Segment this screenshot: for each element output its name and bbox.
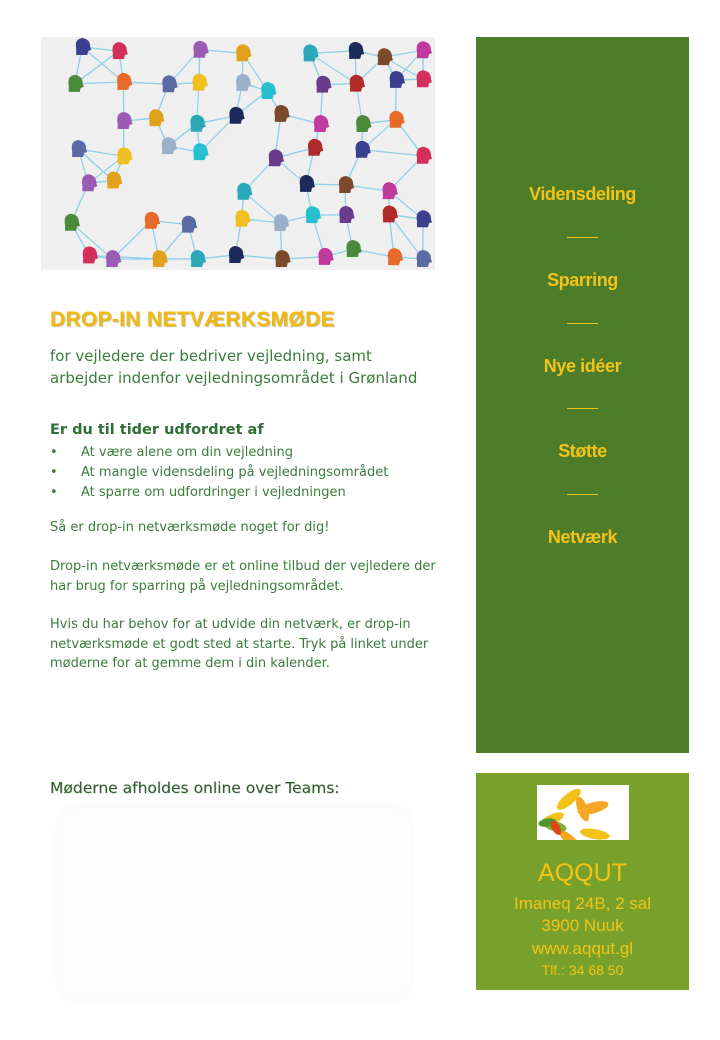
intro-paragraph: Så er drop-in netværksmøde noget for dig!	[50, 520, 330, 535]
person-head-icon	[162, 75, 177, 92]
person-head-icon	[229, 107, 244, 124]
keyword-vidensdeling: Vidensdeling	[529, 184, 636, 204]
person-head-icon	[82, 174, 97, 191]
separator	[567, 494, 598, 495]
list-item	[50, 483, 388, 503]
person-head-icon	[153, 250, 168, 267]
person-head-icon	[417, 41, 432, 58]
person-head-icon	[339, 206, 354, 223]
question-heading: Er du til tider udfordret af	[50, 422, 264, 438]
person-head-icon	[378, 48, 393, 65]
person-head-icon	[308, 139, 323, 156]
person-head-icon	[235, 210, 250, 227]
list-item	[50, 463, 388, 483]
separator	[567, 323, 598, 324]
person-head-icon	[191, 250, 206, 267]
person-head-icon	[383, 205, 398, 222]
person-head-icon	[83, 246, 98, 263]
person-head-icon	[236, 74, 251, 91]
person-head-icon	[229, 246, 244, 263]
hero-network-image	[41, 37, 435, 270]
network-paragraph: Hvis du har behov for at udvide din netværk, er drop-in netværksmøde et godt sted at starte. Tryk på linket under møderne for at gemme dem i din kalender.	[50, 617, 429, 671]
bullet-icon: •	[50, 465, 58, 480]
person-head-icon	[145, 212, 160, 229]
teams-heading: Møderne afholdes online over Teams:	[50, 779, 340, 797]
person-head-icon	[117, 73, 132, 90]
offer-paragraph: Drop-in netværksmøde er et online tilbud der vejledere der har brug for sparring på vejledningsområdet.	[50, 559, 436, 594]
keyword-sparring: Sparring	[547, 270, 618, 290]
person-head-icon	[417, 210, 432, 227]
keyword-nye-ideer: Nye idéer	[543, 356, 622, 376]
subtitle	[50, 345, 450, 389]
bullet-icon: •	[50, 445, 58, 460]
separator	[567, 408, 598, 409]
person-head-icon	[107, 172, 122, 189]
website-link[interactable]: www.aqqut.gl	[531, 939, 634, 958]
keyword-stotte: Støtte	[558, 441, 607, 461]
person-head-icon	[303, 44, 318, 61]
aqqut-logo	[537, 785, 629, 840]
person-head-icon	[193, 41, 208, 58]
person-head-icon	[316, 76, 331, 93]
person-head-icon	[275, 250, 290, 267]
list-item-text: At mangle vidensdeling på vejledningsområdet	[81, 465, 389, 480]
person-head-icon	[190, 115, 205, 132]
person-head-icon	[346, 240, 361, 257]
phone-line: Tlf.: 34 68 50	[541, 962, 624, 978]
person-head-icon	[339, 176, 354, 193]
person-head-icon	[389, 111, 404, 128]
subtitle-line-2: arbejder indenfor vejledningsområdet i Grønland	[50, 369, 418, 387]
keyword-netvaerk: Netværk	[547, 527, 618, 547]
person-head-icon	[68, 75, 83, 92]
person-head-icon	[417, 147, 432, 164]
person-head-icon	[356, 115, 371, 132]
company-name: AQQUT	[538, 859, 627, 887]
list-item-text: At sparre om udfordringer i vejledningen	[81, 485, 346, 500]
meetings-box	[60, 808, 410, 998]
contact-box	[476, 773, 689, 990]
person-head-icon	[390, 71, 405, 88]
bullet-icon: •	[50, 485, 58, 500]
keyword-sidebar	[476, 37, 689, 753]
person-head-icon	[300, 175, 315, 192]
person-head-icon	[274, 105, 289, 122]
person-head-icon	[417, 70, 432, 87]
person-head-icon	[182, 216, 197, 233]
subtitle-line-1: for vejledere der bedriver vejledning, samt	[50, 347, 372, 365]
city-line: 3900 Nuuk	[541, 916, 624, 935]
list-item	[50, 443, 388, 463]
person-head-icon	[236, 44, 251, 61]
person-head-icon	[193, 74, 208, 91]
person-head-icon	[417, 250, 432, 267]
person-head-icon	[112, 42, 127, 59]
separator	[567, 237, 598, 238]
person-head-icon	[261, 82, 276, 99]
person-head-icon	[318, 248, 333, 265]
person-head-icon	[349, 42, 364, 59]
person-head-icon	[306, 206, 321, 223]
person-head-icon	[149, 109, 164, 126]
person-head-icon	[117, 112, 132, 129]
address-line: Imaneq 24B, 2 sal	[513, 894, 652, 913]
challenge-list	[50, 443, 388, 503]
list-item-text: At være alene om din vejledning	[81, 445, 293, 460]
person-head-icon	[274, 214, 289, 231]
network-of-people-heads-icon	[41, 37, 435, 270]
page-title: DROP-IN NETVÆRKSMØDE	[50, 308, 335, 331]
person-head-icon	[388, 248, 403, 265]
person-head-icon	[314, 115, 329, 132]
person-head-icon	[117, 147, 132, 164]
person-head-icon	[162, 137, 177, 154]
aqqut-flower-logo-icon	[537, 785, 629, 840]
